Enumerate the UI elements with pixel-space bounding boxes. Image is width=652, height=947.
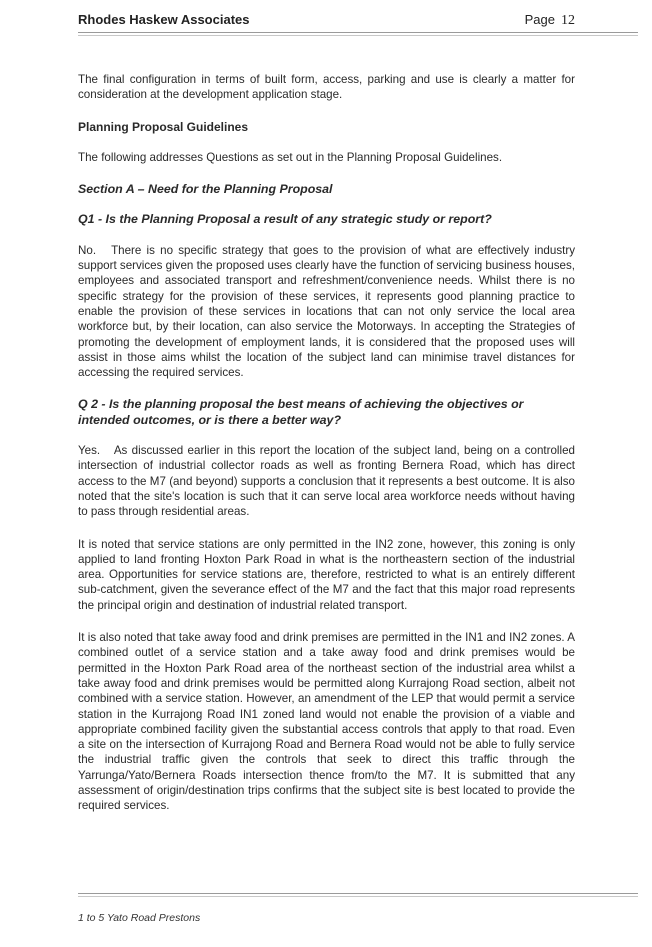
q2-heading: Q 2 - Is the planning proposal the best means of achieving the objectives or intended outcomes, or is there a better way? bbox=[78, 397, 524, 427]
page-number: 12 bbox=[561, 13, 575, 28]
q2-answer: As discussed earlier in this report the location of the subject land, being on a controlled intersection of industrial collector roads as well as fronting Bernera Road, which has direct access to the M7 (and beyond) supports a conclusion that it represents a best outcome. It is also noted that the site's location is such that it can serve local area workforce needs without having to pass through residential areas. bbox=[78, 444, 575, 519]
intro-paragraph: The final configuration in terms of built form, access, parking and use is clearly a matter for consideration at the development application stage. bbox=[78, 73, 575, 102]
footer-address: 1 to 5 Yato Road Prestons bbox=[78, 912, 201, 924]
take-away-paragraph: It is also noted that take away food and drink premises are permitted in the IN1 and IN2 zones. A combined outlet of a service station and a take away food and drink premises would be permitted in the Hoxton Park Road area of the northeast section of the industrial area whilst a take away food and drink premises would be permitted along Kurrajong Road section, albeit not combined with a service station. However, an amendment of the LEP that would permit a service station in the Kurrajong Road IN1 zoned land would not enable the provision of a viable and appropriate combined facility given the substantial access controls that apply to that road. Even a site on the intersection of Kurrajong Road and Bernera Road would not be able to fully service the industrial traffic given the controls that seek to direct this traffic through the Yarrunga/Yato/Bernera Roads intersection thence from/to the M7. It is submitted that any assessment of origin/destination trips confirms that the subject site is best located to provide the required services. bbox=[78, 631, 575, 813]
page-header bbox=[78, 12, 575, 34]
header-rule-shadow bbox=[78, 35, 638, 36]
service-stations-paragraph: It is noted that service stations are only permitted in the IN2 zone, however, this zoning is only applied to land fronting Hoxton Park Road in what is the northeastern section of the industrial area. Opportunities for service stations are, therefore, restricted to what is an entirely different sub-catchment, given the severance effect of the M7 and the fact that this major road represents the principal origin and destination of industrial related transport. bbox=[78, 537, 575, 612]
q1-answer: There is no specific strategy that goes to the provision of what are effectively industry support services given the proposed uses clearly have the function of servicing business houses, employees and associated transport and refreshment/convenience needs. Whilst there is no specific strategy for the provision of these services, it represents good planning practice to enable the provision of these services in locations that can not only service the local area workforce but, by their location, can also service the Motorways. In accepting the Strategies of promoting the development of employment lands, it is considered that the proposed uses will assist in those aims whilst the location of the subject land can minimise travel distances for accessing the required services. bbox=[78, 243, 576, 380]
q1-heading: Q1 - Is the Planning Proposal a result of any strategic study or report? bbox=[78, 212, 492, 227]
q2-lead: Yes. bbox=[78, 444, 101, 458]
q1-lead: No. bbox=[78, 243, 97, 257]
company-name: Rhodes Haskew Associates bbox=[78, 12, 250, 27]
footer-rule-shadow bbox=[78, 896, 638, 897]
section-a-heading: Section A – Need for the Planning Proposal bbox=[78, 182, 333, 197]
q1-answer-paragraph bbox=[78, 243, 575, 381]
guidelines-paragraph: The following addresses Questions as set out in the Planning Proposal Guidelines. bbox=[78, 150, 503, 164]
header-rule bbox=[78, 32, 638, 33]
page-label: Page bbox=[524, 12, 555, 27]
q2-answer-paragraph bbox=[78, 443, 575, 519]
page-indicator bbox=[525, 12, 575, 29]
footer-rule bbox=[78, 893, 638, 894]
page-body bbox=[78, 72, 575, 831]
guidelines-heading: Planning Proposal Guidelines bbox=[78, 119, 249, 134]
